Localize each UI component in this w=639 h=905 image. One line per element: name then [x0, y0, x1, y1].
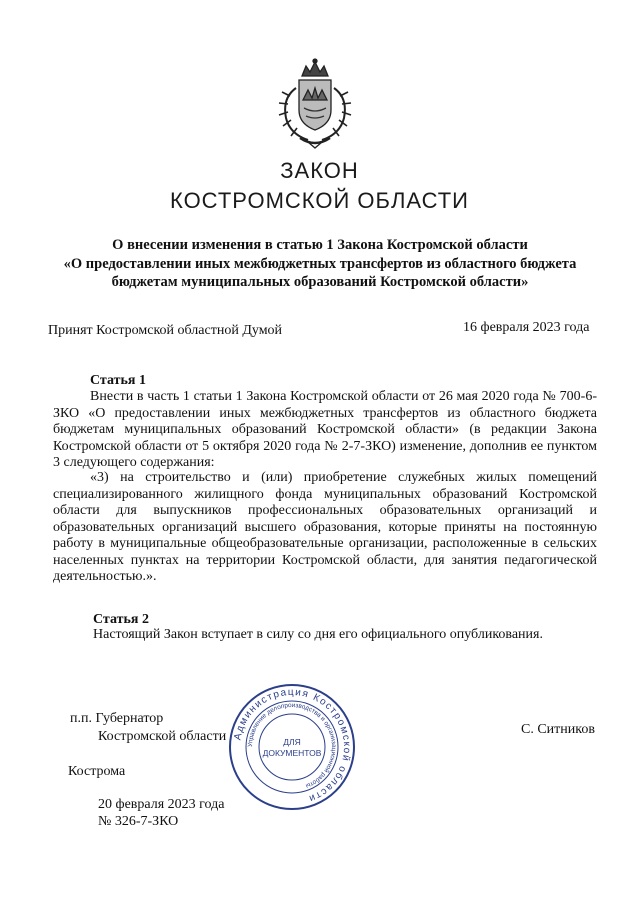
document-subtitle: КОСТРОМСКОЙ ОБЛАСТИ — [170, 188, 469, 213]
heading-line-2: «О предоставлении иных межбюджетных трансфертов из областного бюджета — [63, 256, 577, 272]
signatory-name: С. Ситников — [521, 722, 595, 737]
law-number: № 326-7-ЗКО — [98, 814, 179, 829]
document-title: ЗАКОН — [280, 158, 359, 183]
heading-line-1: О внесении изменения в статью 1 Закона Костромской области — [112, 237, 528, 253]
official-seal — [228, 683, 356, 811]
seal-center-line-2: ДОКУМЕНТОВ — [262, 748, 322, 758]
seal-inner-text: Управление делопроизводства и организационной работы — [246, 701, 338, 790]
seal-center-line-1: ДЛЯ — [283, 737, 301, 747]
article-1-paragraph-1: Внести в часть 1 статьи 1 Закона Костромской области от 26 мая 2020 года № 700-6-ЗКО «О предоставлении иных межбюджетных трансфертов из областного бюджета бюджетам муниципальных образований Костромской области» (в редакции Закона Костромской области от 5 октября 2020 года № 2-7-ЗКО) изменение, дополнив ее пунктом 3 следующего содержания: — [53, 389, 597, 470]
signatory-region: Костромской области — [98, 729, 227, 744]
article-1-title: Статья 1 — [90, 373, 146, 388]
seal-outer-text: Администрация Костромской области — [232, 686, 353, 805]
adopted-by: Принят Костромской областной Думой — [48, 323, 283, 338]
adopted-date: 16 февраля 2023 года — [463, 320, 590, 335]
coat-of-arms-icon — [272, 58, 358, 150]
signing-date: 20 февраля 2023 года — [98, 797, 225, 812]
article-2-title: Статья 2 — [93, 612, 149, 627]
article-1-paragraph-2: «3) на строительство и (или) приобретение служебных жилых помещений специализированного жилищного фонда муниципальных образований Костромской области для выпускников профессиональных образовательных организаций и образовательных организаций высшего образования, которые приняты на постоянную работу в муниципальные общеобразовательные организации, расположенные в сельских населенных пунктах на территории Костромской области, для занятия педагогической деятельностью.». — [53, 470, 597, 584]
city: Кострома — [68, 764, 126, 779]
article-2-paragraph: Настоящий Закон вступает в силу со дня его официального опубликования. — [93, 627, 543, 642]
signatory-title: п.п. Губернатор — [70, 711, 164, 726]
heading-line-3: бюджетам муниципальных образований Костромской области» — [111, 274, 529, 290]
